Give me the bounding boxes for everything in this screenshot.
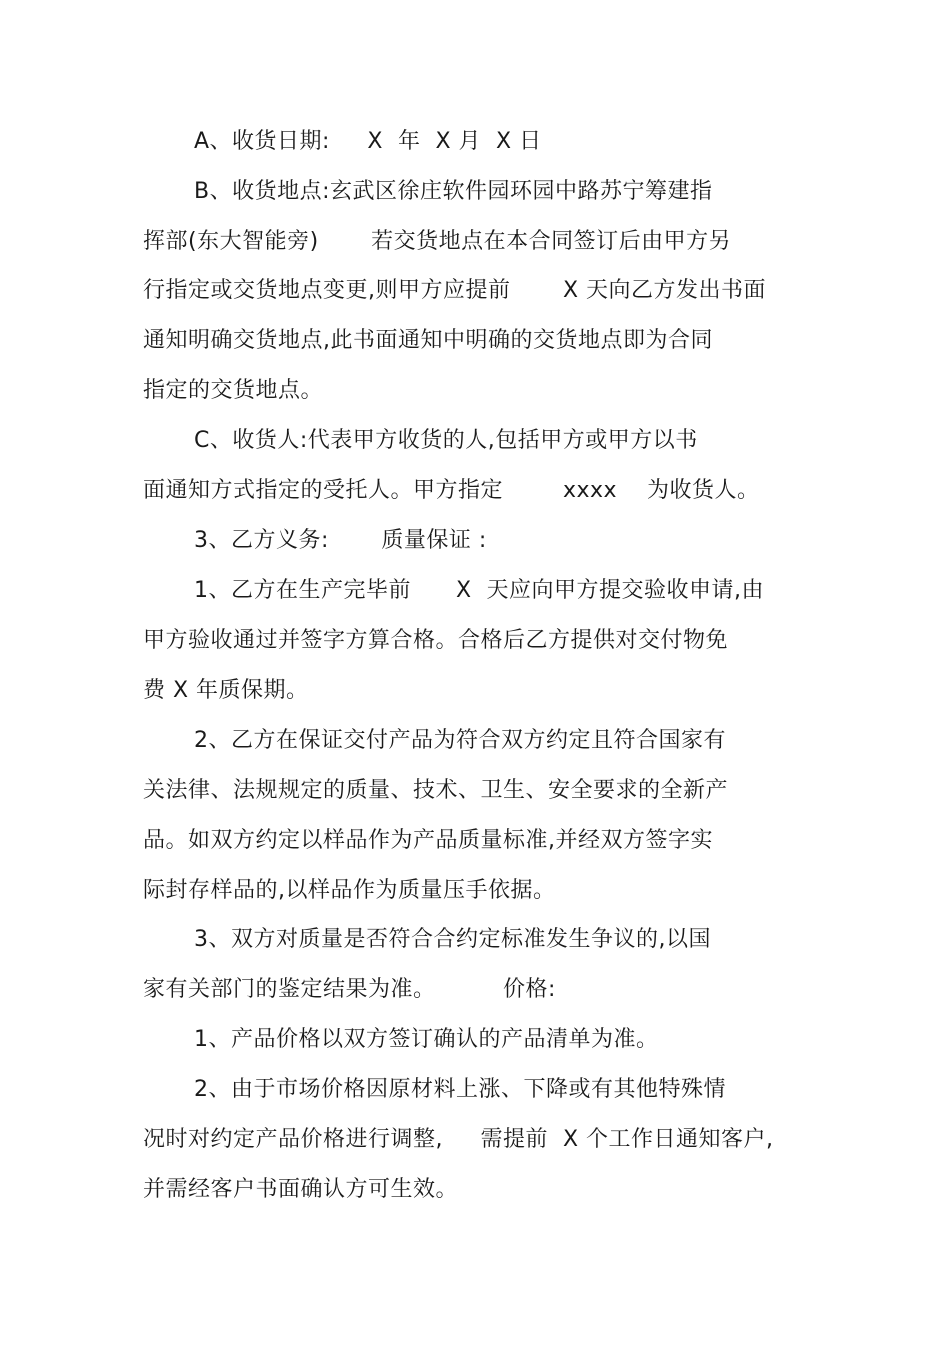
paragraph-line: 际封存样品的,以样品作为质量压手依据。: [143, 878, 556, 903]
paragraph-line: 家有关部门的鉴定结果为准。 价格:: [143, 977, 556, 1002]
paragraph-line: 关法律、法规规定的质量、技术、卫生、安全要求的全新产: [143, 778, 729, 803]
clause-line: 3、双方对质量是否符合合约定标准发生争议的,以国: [194, 927, 711, 952]
section-heading-obligations: 3、乙方义务: 质量保证 :: [194, 528, 487, 553]
receipt-date-line: A、收货日期: X 年 X 月 X 日: [194, 129, 542, 154]
paragraph-line: 甲方验收通过并签字方算合格。合格后乙方提供对交付物免: [143, 628, 729, 653]
paragraph-line: 行指定或交货地点变更,则甲方应提前 X 天向乙方发出书面: [143, 278, 767, 303]
receipt-location-line: B、收货地点:玄武区徐庄软件园环园中路苏宁筹建指: [194, 179, 713, 204]
paragraph-line: 面通知方式指定的受托人。甲方指定 xxxx 为收货人。: [143, 478, 760, 503]
paragraph-line: 费 X 年质保期。: [143, 678, 309, 703]
clause-line: 1、产品价格以双方签订确认的产品清单为准。: [194, 1027, 659, 1052]
paragraph-line: 通知明确交货地点,此书面通知中明确的交货地点即为合同: [143, 328, 713, 353]
paragraph-line: 挥部(东大智能旁) 若交货地点在本合同签订后由甲方另: [143, 229, 732, 254]
receiver-line: C、收货人:代表甲方收货的人,包括甲方或甲方以书: [194, 428, 698, 453]
clause-line: 1、乙方在生产完毕前 X 天应向甲方提交验收申请,由: [194, 578, 765, 603]
clause-line: 2、由于市场价格因原材料上涨、下降或有其他特殊情: [194, 1077, 726, 1102]
clause-line: 2、乙方在保证交付产品为符合双方约定且符合国家有: [194, 728, 726, 753]
paragraph-line: 况时对约定产品价格进行调整, 需提前 X 个工作日通知客户,: [143, 1127, 774, 1152]
paragraph-line: 指定的交货地点。: [143, 378, 324, 403]
paragraph-line: 品。如双方约定以样品作为产品质量标准,并经双方签字实: [143, 828, 713, 853]
paragraph-line: 并需经客户书面确认方可生效。: [143, 1177, 459, 1202]
